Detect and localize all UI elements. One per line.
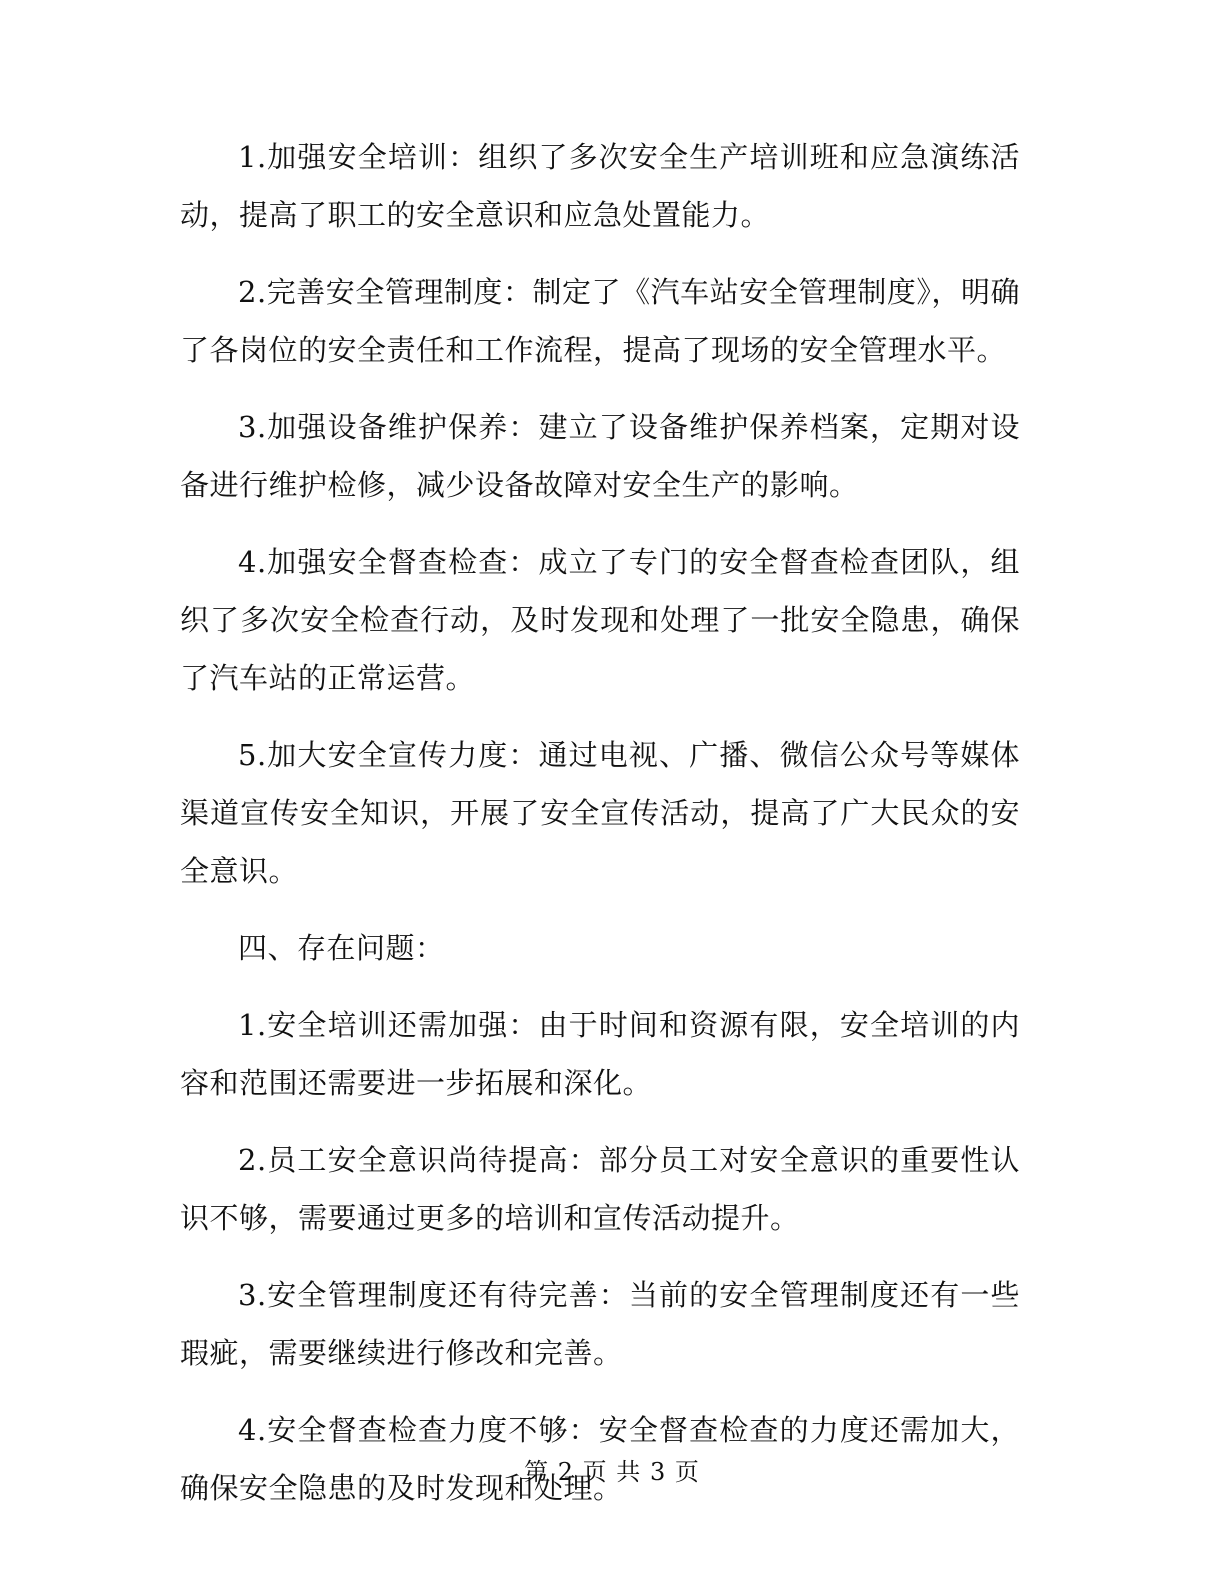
document-body [180, 128, 1020, 1536]
paragraph-problem-3: 3.安全管理制度还有待完善：当前的安全管理制度还有一些瑕疵，需要继续进行修改和完善。 [180, 1278, 1020, 1370]
paragraph-problem-1: 1.安全培训还需加强：由于时间和资源有限，安全培训的内容和范围还需要进一步拓展和深化。 [180, 1008, 1020, 1100]
paragraph-achievement-4: 4.加强安全督查检查：成立了专门的安全督查检查团队，组织了多次安全检查行动，及时发现和处理了一批安全隐患，确保了汽车站的正常运营。 [180, 545, 1020, 695]
paragraph-achievement-3: 3.加强设备维护保养：建立了设备维护保养档案，定期对设备进行维护检修，减少设备故障对安全生产的影响。 [180, 410, 1020, 502]
page-number-footer: 第 2 页 共 3 页 [524, 1458, 700, 1486]
paragraph-problem-2: 2.员工安全意识尚待提高：部分员工对安全意识的重要性认识不够，需要通过更多的培训和宣传活动提升。 [180, 1143, 1020, 1235]
section-heading-problems: 四、存在问题： [238, 931, 445, 965]
paragraph-achievement-5: 5.加大安全宣传力度：通过电视、广播、微信公众号等媒体渠道宣传安全知识，开展了安全宣传活动，提高了广大民众的安全意识。 [180, 738, 1020, 888]
paragraph-problem-4: 4.安全督查检查力度不够：安全督查检查的力度还需加大，确保安全隐患的及时发现和处理。 [180, 1413, 1020, 1505]
paragraph-achievement-1: 1.加强安全培训：组织了多次安全生产培训班和应急演练活动，提高了职工的安全意识和应急处置能力。 [180, 140, 1020, 232]
paragraph-achievement-2: 2.完善安全管理制度：制定了《汽车站安全管理制度》，明确了各岗位的安全责任和工作流程，提高了现场的安全管理水平。 [180, 275, 1020, 367]
